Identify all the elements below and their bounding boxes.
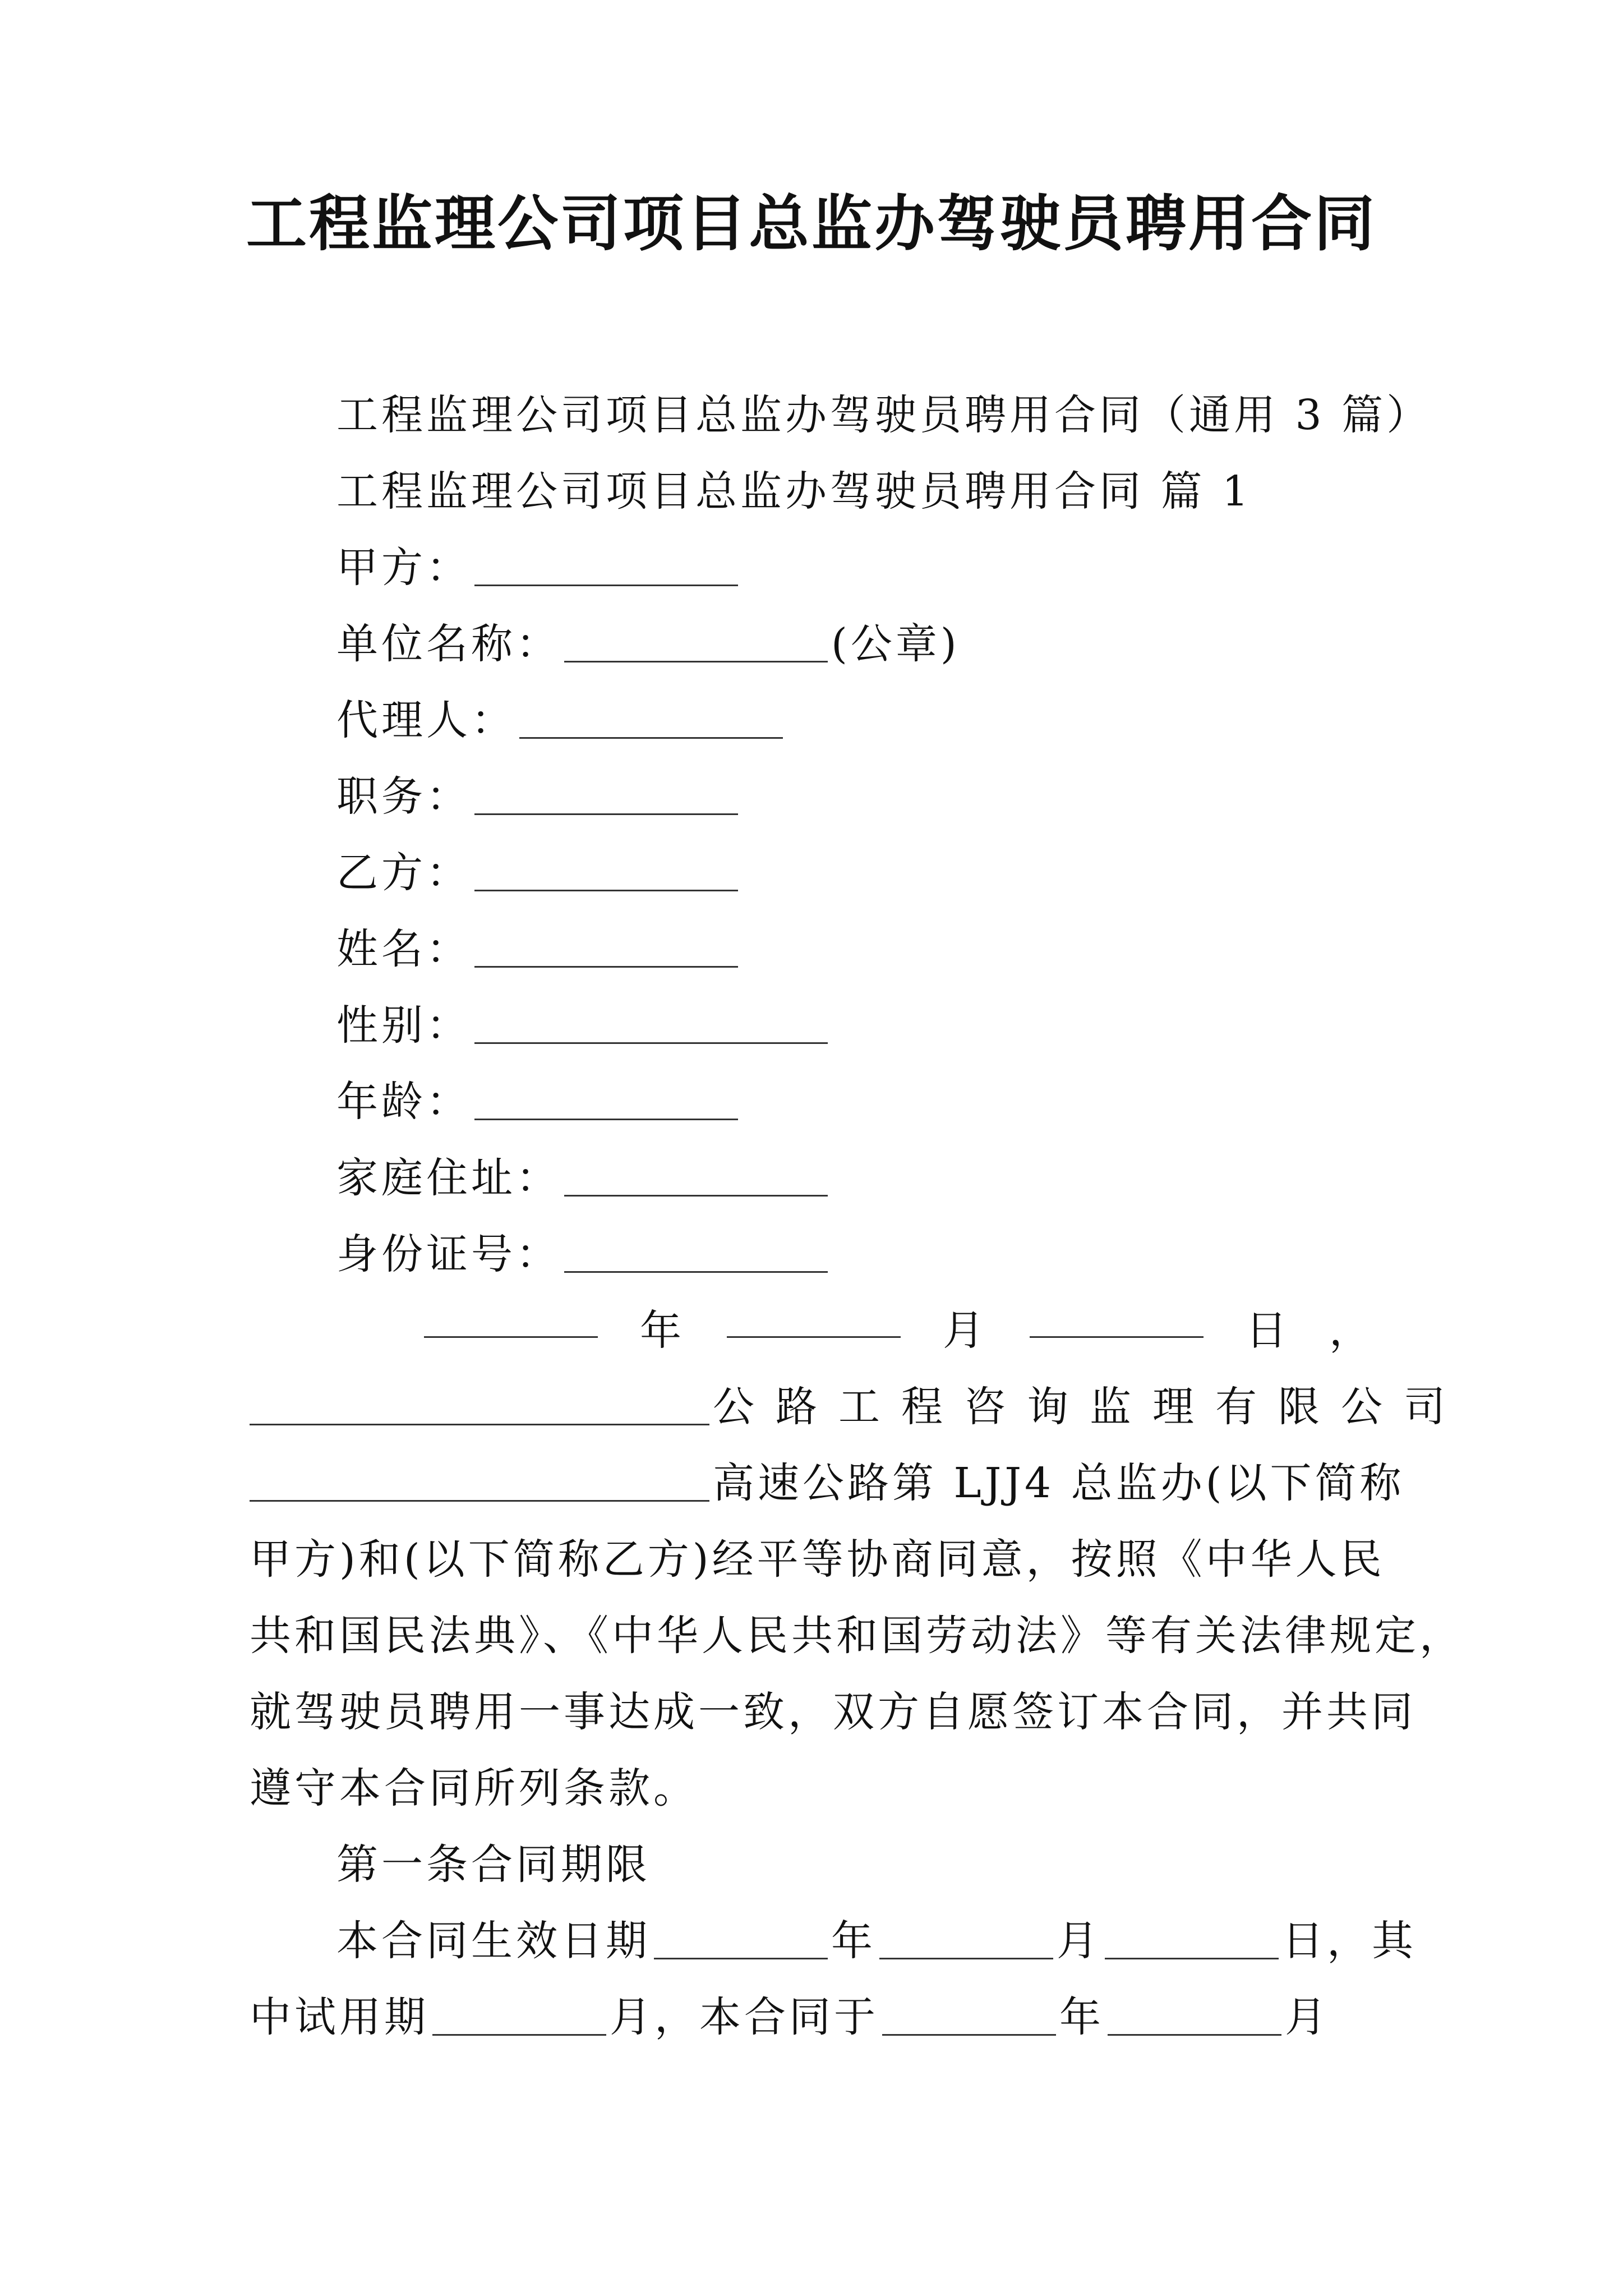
field-label: 年龄：	[336, 1078, 471, 1126]
field-label: 性别：	[336, 1001, 471, 1050]
day-blank[interactable]	[1030, 1303, 1204, 1338]
field-label: 姓名：	[336, 925, 471, 973]
probation-months-blank[interactable]	[432, 2000, 606, 2036]
field-id-number	[336, 1226, 831, 1282]
field-label: 家庭住址：	[336, 1154, 561, 1202]
subtitle: 工程监理公司项目总监办驾驶员聘用合同（通用 3 篇）	[336, 391, 1432, 439]
field-party-b	[336, 845, 741, 901]
effective-year-blank[interactable]	[654, 1924, 828, 1959]
field-label: 职务：	[336, 772, 471, 821]
probation-mid: 月，本合同于	[610, 1993, 879, 2041]
company-name: 公路工程咨询监理有限公司	[713, 1383, 1467, 1431]
section-heading: 工程监理公司项目总监办驾驶员聘用合同 篇 1	[336, 467, 1252, 516]
party-b-blank[interactable]	[474, 856, 738, 891]
paragraph-line-4: 共和国民法典》、《中华人民共和国劳动法》等有关法律规定，	[250, 1612, 1464, 1660]
paragraph-line-5: 就驾驶员聘用一事达成一致，双方自愿签订本合同，并共同	[250, 1688, 1416, 1736]
field-agent	[336, 692, 786, 748]
month-blank[interactable]	[727, 1303, 901, 1338]
age-blank[interactable]	[474, 1085, 738, 1120]
address-blank[interactable]	[564, 1161, 828, 1197]
field-position	[336, 769, 741, 825]
year-word: 年	[640, 1306, 685, 1355]
field-label: 乙方：	[336, 849, 471, 897]
end-year-blank[interactable]	[882, 2000, 1056, 2036]
year-blank[interactable]	[424, 1303, 598, 1338]
highway-text: 高速公路第 LJJ4 总监办(以下简称	[713, 1459, 1405, 1507]
highway-prefix-blank[interactable]	[250, 1466, 709, 1502]
end-month-blank[interactable]	[1108, 2000, 1281, 2036]
field-address	[336, 1150, 831, 1206]
paragraph-line-3: 甲方)和(以下简称乙方)经平等协商同意，按照《中华人民	[250, 1535, 1385, 1584]
month-word: 月	[1057, 1917, 1101, 1965]
date-comma: ，	[1329, 1306, 1374, 1355]
article-1-heading: 第一条合同期限	[336, 1841, 651, 1889]
unit-name-blank[interactable]	[564, 627, 828, 662]
effective-day-blank[interactable]	[1105, 1924, 1279, 1959]
gender-blank[interactable]	[474, 1009, 828, 1044]
effective-month-blank[interactable]	[879, 1924, 1053, 1959]
field-label: 单位名称：	[336, 620, 561, 668]
day-word: 日	[1246, 1306, 1290, 1355]
party-a-blank[interactable]	[474, 551, 738, 586]
date-line	[421, 1303, 1374, 1359]
company-line	[250, 1379, 1467, 1435]
month-word: 月	[1285, 1993, 1330, 2041]
field-label: 代理人：	[336, 696, 516, 744]
year-word: 年	[1059, 1993, 1104, 2041]
highway-line	[250, 1455, 1404, 1511]
id-number-blank[interactable]	[564, 1237, 828, 1273]
effective-date-label: 本合同生效日期	[336, 1917, 651, 1965]
field-label: 身份证号：	[336, 1230, 561, 1278]
seal-label: (公章)	[831, 620, 960, 668]
field-unit-name	[336, 616, 960, 672]
month-word: 月	[943, 1306, 988, 1355]
effective-date-end: 日，其	[1282, 1917, 1417, 1965]
field-party-a	[336, 540, 741, 596]
field-name	[336, 921, 741, 977]
article-1-line-2	[250, 1989, 1330, 2045]
position-blank[interactable]	[474, 780, 738, 815]
company-prefix-blank[interactable]	[250, 1390, 709, 1425]
probation-label: 中试用期	[250, 1993, 429, 2041]
article-1-line-1	[336, 1913, 1417, 1969]
name-blank[interactable]	[474, 932, 738, 968]
document-title: 工程监理公司项目总监办驾驶员聘用合同	[246, 189, 1377, 259]
paragraph-line-6: 遵守本合同所列条款。	[250, 1764, 698, 1812]
field-age	[336, 1074, 741, 1130]
field-gender	[336, 997, 831, 1053]
agent-blank[interactable]	[519, 703, 783, 739]
field-label: 甲方：	[336, 544, 471, 592]
year-word: 年	[831, 1917, 876, 1965]
